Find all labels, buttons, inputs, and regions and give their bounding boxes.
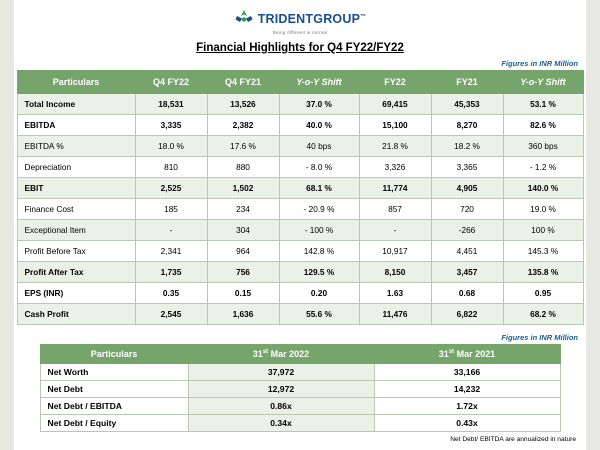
cell: 135.8 % bbox=[503, 261, 583, 282]
cell: 68.2 % bbox=[503, 303, 583, 324]
table-row bbox=[17, 240, 583, 261]
col-header-fy22: FY22 bbox=[359, 70, 431, 93]
row-label: EBITDA % bbox=[17, 135, 135, 156]
date-num: 31 bbox=[438, 348, 449, 359]
cell: 2,341 bbox=[135, 240, 207, 261]
figures-unit-note: Figures in INR Million bbox=[501, 58, 578, 68]
brand-name-part1: TRIDENT bbox=[257, 11, 314, 26]
cell: 3,457 bbox=[431, 261, 503, 282]
cell: -266 bbox=[431, 219, 503, 240]
cell: - 8.0 % bbox=[279, 156, 359, 177]
table-row bbox=[40, 380, 560, 397]
figures-unit-note-2: Figures in INR Million bbox=[501, 332, 578, 342]
cell: 2,545 bbox=[135, 303, 207, 324]
col-header-mar-2021 bbox=[374, 344, 560, 363]
date-num: 31 bbox=[252, 348, 263, 359]
cell: - bbox=[359, 219, 431, 240]
date-rest: Mar 2021 bbox=[454, 348, 496, 359]
col-header-yoy-shift-fy: Y-o-Y Shift bbox=[503, 70, 583, 93]
cell: 3,326 bbox=[359, 156, 431, 177]
cell: 17.6 % bbox=[207, 135, 279, 156]
cell: 68.1 % bbox=[279, 177, 359, 198]
cell: 1.72x bbox=[374, 397, 560, 414]
cell: 40.0 % bbox=[279, 114, 359, 135]
date-ordinal: st bbox=[448, 348, 455, 355]
cell: 304 bbox=[207, 219, 279, 240]
cell: 0.68 bbox=[431, 282, 503, 303]
col-header-mar-2022 bbox=[188, 344, 374, 363]
col-header-q4fy21: Q4 FY21 bbox=[207, 70, 279, 93]
brand-name-part2: GROUP bbox=[313, 11, 361, 26]
table-row bbox=[40, 397, 560, 414]
cell: 18.2 % bbox=[431, 135, 503, 156]
col-header-q4fy22: Q4 FY22 bbox=[135, 70, 207, 93]
cell: 14,232 bbox=[374, 380, 560, 397]
cell: 3,335 bbox=[135, 114, 207, 135]
logo-row bbox=[234, 9, 367, 29]
cell: 18.0 % bbox=[135, 135, 207, 156]
cell: 40 bps bbox=[279, 135, 359, 156]
cell: 0.35 bbox=[135, 282, 207, 303]
table-row bbox=[17, 135, 583, 156]
row-label: Exceptional Item bbox=[17, 219, 135, 240]
cell: 37.0 % bbox=[279, 93, 359, 114]
table-row bbox=[17, 303, 583, 324]
table-row bbox=[17, 114, 583, 135]
cell: 2,525 bbox=[135, 177, 207, 198]
cell: 11,476 bbox=[359, 303, 431, 324]
cell: 33,166 bbox=[374, 363, 560, 380]
cell: 13,526 bbox=[207, 93, 279, 114]
cell: 0.95 bbox=[503, 282, 583, 303]
brand-logo bbox=[14, 0, 586, 36]
cell: 1,502 bbox=[207, 177, 279, 198]
table-row bbox=[17, 261, 583, 282]
cell: 82.6 % bbox=[503, 114, 583, 135]
cell: 129.5 % bbox=[279, 261, 359, 282]
cell: 234 bbox=[207, 198, 279, 219]
row-label: EBIT bbox=[17, 177, 135, 198]
row-label: Cash Profit bbox=[17, 303, 135, 324]
cell: 55.6 % bbox=[279, 303, 359, 324]
row-label: EPS (INR) bbox=[17, 282, 135, 303]
cell: 100 % bbox=[503, 219, 583, 240]
table-row bbox=[17, 219, 583, 240]
cell: 145.3 % bbox=[503, 240, 583, 261]
cell: 1,636 bbox=[207, 303, 279, 324]
col-header-particulars-2: Particulars bbox=[40, 344, 188, 363]
cell: 3,365 bbox=[431, 156, 503, 177]
net-debt-table bbox=[40, 344, 561, 432]
cell: 1,735 bbox=[135, 261, 207, 282]
cell: 142.8 % bbox=[279, 240, 359, 261]
date-ordinal: st bbox=[262, 348, 269, 355]
cell: 4,905 bbox=[431, 177, 503, 198]
cell: 720 bbox=[431, 198, 503, 219]
cell: 10,917 bbox=[359, 240, 431, 261]
cell: 45,353 bbox=[431, 93, 503, 114]
page-title: Financial Highlights for Q4 FY22/FY22 bbox=[196, 41, 404, 54]
row-label: Net Debt / Equity bbox=[40, 414, 188, 431]
cell: 1.63 bbox=[359, 282, 431, 303]
cell: - 100 % bbox=[279, 219, 359, 240]
table-row bbox=[17, 156, 583, 177]
table-row bbox=[40, 363, 560, 380]
row-label: Finance Cost bbox=[17, 198, 135, 219]
cell: 857 bbox=[359, 198, 431, 219]
trident-logo-icon bbox=[234, 9, 254, 29]
brand-name bbox=[258, 13, 367, 26]
table-row bbox=[17, 282, 583, 303]
cell: 756 bbox=[207, 261, 279, 282]
cell: 2,382 bbox=[207, 114, 279, 135]
cell: 19.0 % bbox=[503, 198, 583, 219]
cell: 18,531 bbox=[135, 93, 207, 114]
cell: 21.8 % bbox=[359, 135, 431, 156]
col-header-yoy-shift-q4: Y-o-Y Shift bbox=[279, 70, 359, 93]
row-label: Net Worth bbox=[40, 363, 188, 380]
cell: 4,451 bbox=[431, 240, 503, 261]
cell: 0.86x bbox=[188, 397, 374, 414]
cell: 15,100 bbox=[359, 114, 431, 135]
financial-highlights-table bbox=[17, 70, 584, 325]
table-row bbox=[17, 177, 583, 198]
brand-tagline: Being different is normal bbox=[272, 30, 328, 35]
cell: - bbox=[135, 219, 207, 240]
cell: 964 bbox=[207, 240, 279, 261]
table-row bbox=[40, 414, 560, 431]
cell: 12,972 bbox=[188, 380, 374, 397]
trademark-symbol: ™ bbox=[360, 13, 367, 20]
cell: 880 bbox=[207, 156, 279, 177]
cell: 53.1 % bbox=[503, 93, 583, 114]
cell: 185 bbox=[135, 198, 207, 219]
document-content bbox=[14, 0, 586, 450]
cell: - 1.2 % bbox=[503, 156, 583, 177]
row-label: Depreciation bbox=[17, 156, 135, 177]
row-label: Profit After Tax bbox=[17, 261, 135, 282]
cell: 8,270 bbox=[431, 114, 503, 135]
date-rest: Mar 2022 bbox=[268, 348, 310, 359]
cell: 360 bps bbox=[503, 135, 583, 156]
row-label: Profit Before Tax bbox=[17, 240, 135, 261]
cell: 6,822 bbox=[431, 303, 503, 324]
cell: 810 bbox=[135, 156, 207, 177]
cell: 0.20 bbox=[279, 282, 359, 303]
page-margin-left bbox=[0, 0, 14, 450]
cell: 0.43x bbox=[374, 414, 560, 431]
cell: 140.0 % bbox=[503, 177, 583, 198]
table-header-row bbox=[40, 344, 560, 363]
cell: 37,972 bbox=[188, 363, 374, 380]
page-margin-right bbox=[586, 0, 600, 450]
table-header-row bbox=[17, 70, 583, 93]
row-label: Net Debt bbox=[40, 380, 188, 397]
cell: 69,415 bbox=[359, 93, 431, 114]
col-header-fy21: FY21 bbox=[431, 70, 503, 93]
col-header-particulars: Particulars bbox=[17, 70, 135, 93]
row-label: Net Debt / EBITDA bbox=[40, 397, 188, 414]
cell: 11,774 bbox=[359, 177, 431, 198]
cell: 8,150 bbox=[359, 261, 431, 282]
table-row bbox=[17, 198, 583, 219]
table-footnote: Net Debt/ EBITDA are annualized in nature bbox=[450, 435, 576, 443]
table-row bbox=[17, 93, 583, 114]
row-label: EBITDA bbox=[17, 114, 135, 135]
cell: 0.15 bbox=[207, 282, 279, 303]
cell: 0.34x bbox=[188, 414, 374, 431]
cell: - 20.9 % bbox=[279, 198, 359, 219]
row-label: Total Income bbox=[17, 93, 135, 114]
